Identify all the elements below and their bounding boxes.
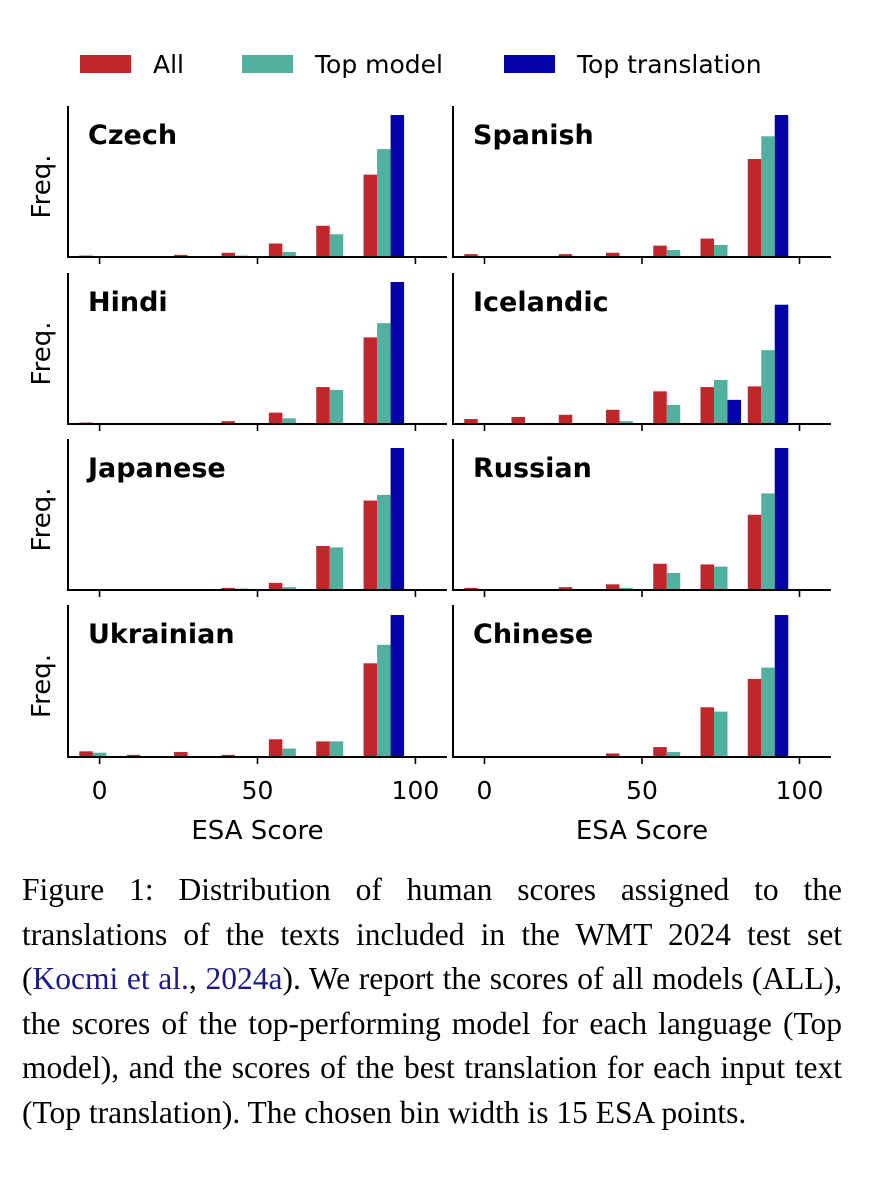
x-axis-title-col1: ESA Score bbox=[191, 816, 324, 846]
legend-entry-all bbox=[80, 50, 184, 79]
bar-czech-top-translation-bin-90 bbox=[391, 115, 405, 257]
bar-spanish-all-bin-75 bbox=[701, 239, 715, 257]
y-axis-title-ukrainian: Freq. bbox=[27, 654, 57, 718]
bar-icelandic-all-bin-45 bbox=[606, 410, 620, 424]
y-axis-title-japanese: Freq. bbox=[27, 487, 57, 552]
bar-russian-top-model-bin-75 bbox=[714, 567, 728, 590]
legend-label-top-translation: Top translation bbox=[577, 50, 762, 79]
bar-icelandic-all-bin-15 bbox=[512, 417, 526, 424]
panel-ukrainian bbox=[27, 605, 447, 764]
bar-ukrainian-top-model-bin-90 bbox=[377, 645, 391, 757]
bar-spanish-all-bin-90 bbox=[748, 159, 762, 257]
bar-japanese-top-model-bin-75 bbox=[330, 547, 344, 590]
bar-japanese-all-bin-90 bbox=[364, 501, 378, 590]
panel-label-ukrainian: Ukrainian bbox=[88, 619, 235, 650]
caption-text-end: ). We report the scores of all models (ALL), the scores of the top-performing model for each language (Top model), and the scores of the best translation for each input text (Top translation). The chosen bin width is 15 ESA points. bbox=[22, 961, 842, 1130]
bar-japanese-top-model-bin-90 bbox=[377, 495, 391, 590]
bar-russian-top-model-bin-90 bbox=[761, 493, 775, 590]
legend-entry-top-model bbox=[242, 50, 443, 79]
x-tick-label-col1-100: 100 bbox=[391, 776, 440, 805]
legend-label-all: All bbox=[153, 50, 184, 79]
bar-hindi-top-model-bin-75 bbox=[330, 390, 344, 424]
x-tick-label-col1-50: 50 bbox=[241, 776, 274, 805]
legend-swatch-top-translation bbox=[504, 55, 555, 73]
bar-japanese-top-translation-bin-90 bbox=[391, 448, 405, 590]
panel-chinese bbox=[452, 605, 831, 764]
bar-icelandic-all-bin-60 bbox=[653, 391, 667, 424]
bar-icelandic-top-model-bin-75 bbox=[714, 380, 728, 424]
bar-hindi-top-model-bin-90 bbox=[377, 323, 391, 424]
bar-chinese-top-model-bin-75 bbox=[714, 712, 728, 757]
bar-spanish-top-model-bin-90 bbox=[761, 136, 775, 257]
panel-label-icelandic: Icelandic bbox=[473, 287, 609, 318]
bar-chinese-all-bin-60 bbox=[653, 747, 667, 757]
bar-russian-all-bin-90 bbox=[748, 515, 762, 590]
bar-czech-top-model-bin-90 bbox=[377, 149, 391, 257]
legend-swatch-all bbox=[80, 55, 131, 73]
bar-ukrainian-top-model-bin-60 bbox=[282, 748, 296, 757]
legend-entry-top-translation bbox=[504, 50, 762, 79]
bar-icelandic-top-translation-bin-75 bbox=[728, 400, 742, 424]
figure-caption bbox=[22, 868, 842, 1136]
bar-icelandic-top-translation-bin-90 bbox=[775, 305, 789, 424]
bar-icelandic-all-bin-30 bbox=[559, 415, 573, 424]
panels-grid bbox=[27, 106, 831, 764]
caption-text-start: Figure 1: Distribution of human scores assigned to the translations of the texts included in the WMT 2024 test set ( bbox=[22, 872, 842, 997]
panel-label-czech: Czech bbox=[88, 120, 178, 151]
legend bbox=[80, 50, 762, 79]
bar-ukrainian-all-bin-90 bbox=[364, 663, 378, 757]
x-axis-title-col2: ESA Score bbox=[575, 816, 709, 846]
bar-czech-all-bin-90 bbox=[364, 175, 378, 257]
bar-czech-top-model-bin-75 bbox=[330, 234, 344, 257]
bar-ukrainian-top-model-bin-75 bbox=[330, 741, 344, 757]
legend-swatch-top-model bbox=[242, 55, 293, 73]
bar-chinese-all-bin-75 bbox=[701, 707, 715, 757]
bar-chinese-top-model-bin-90 bbox=[761, 668, 775, 757]
bar-ukrainian-all-bin-60 bbox=[269, 739, 283, 757]
panel-spanish bbox=[452, 106, 831, 264]
bar-spanish-all-bin-60 bbox=[653, 246, 667, 257]
bar-spanish-top-translation-bin-90 bbox=[775, 115, 789, 257]
x-tick-label-col2-100: 100 bbox=[775, 776, 824, 805]
panel-label-hindi: Hindi bbox=[88, 287, 168, 318]
bar-japanese-all-bin-75 bbox=[316, 546, 330, 590]
bar-icelandic-all-bin-90 bbox=[748, 386, 762, 424]
bar-russian-top-translation-bin-90 bbox=[775, 448, 789, 590]
y-axis-title-czech: Freq. bbox=[27, 154, 57, 219]
bar-hindi-all-bin-75 bbox=[316, 387, 330, 424]
panel-russian bbox=[452, 439, 831, 597]
x-tick-label-col1-0: 0 bbox=[91, 776, 108, 805]
bar-czech-all-bin-75 bbox=[316, 226, 330, 257]
bar-chinese-top-translation-bin-90 bbox=[775, 615, 789, 757]
bar-japanese-all-bin-60 bbox=[269, 583, 283, 590]
bar-russian-top-model-bin-60 bbox=[667, 573, 681, 590]
x-tick-label-col2-0: 0 bbox=[476, 776, 493, 805]
bar-czech-all-bin-60 bbox=[269, 244, 283, 257]
panel-czech bbox=[27, 106, 447, 264]
bar-icelandic-top-model-bin-90 bbox=[761, 350, 775, 424]
panel-hindi bbox=[27, 273, 447, 431]
panel-label-russian: Russian bbox=[473, 453, 592, 484]
bar-ukrainian-all-bin-75 bbox=[316, 741, 330, 757]
bar-hindi-top-translation-bin-90 bbox=[391, 282, 405, 424]
x-axes bbox=[92, 776, 824, 846]
bar-icelandic-all-bin-75 bbox=[701, 387, 715, 424]
bar-icelandic-top-model-bin-60 bbox=[667, 405, 681, 424]
panel-icelandic bbox=[452, 273, 831, 431]
x-tick-label-col2-50: 50 bbox=[626, 776, 658, 805]
bar-russian-all-bin-75 bbox=[701, 564, 715, 590]
bar-ukrainian-top-translation-bin-90 bbox=[391, 615, 405, 757]
bar-hindi-all-bin-90 bbox=[364, 337, 378, 424]
panel-japanese bbox=[27, 439, 447, 597]
bar-hindi-all-bin-60 bbox=[269, 413, 283, 424]
y-axis-title-hindi: Freq. bbox=[27, 321, 57, 386]
bar-spanish-top-model-bin-75 bbox=[714, 245, 728, 257]
panel-label-spanish: Spanish bbox=[473, 120, 594, 151]
legend-label-top-model: Top model bbox=[315, 50, 443, 79]
citation-year-link[interactable]: 2024a bbox=[205, 961, 283, 997]
citation-separator: , bbox=[188, 961, 206, 997]
bar-russian-all-bin-60 bbox=[653, 564, 667, 590]
bar-chinese-all-bin-90 bbox=[748, 679, 762, 757]
bar-spanish-top-model-bin-60 bbox=[667, 250, 681, 257]
panel-label-chinese: Chinese bbox=[473, 619, 594, 650]
citation-author-link[interactable]: Kocmi et al. bbox=[32, 961, 189, 997]
panel-label-japanese: Japanese bbox=[88, 453, 226, 484]
